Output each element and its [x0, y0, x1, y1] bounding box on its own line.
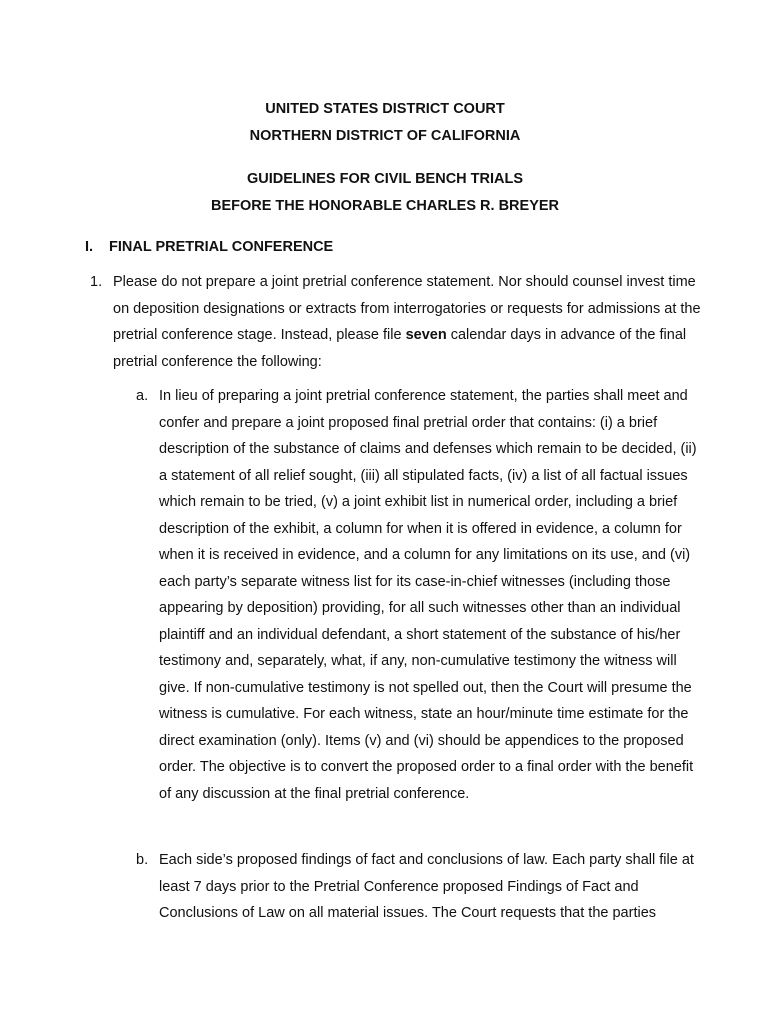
document-subtitle: BEFORE THE HONORABLE CHARLES R. BREYER [210, 198, 560, 214]
list-marker: b. [136, 852, 149, 868]
court-district: NORTHERN DISTRICT OF CALIFORNIA [249, 128, 521, 144]
section-heading [85, 238, 333, 256]
court-name: UNITED STATES DISTRICT COURT [265, 101, 505, 117]
paragraph-text: In lieu of preparing a joint pretrial conference statement, the parties shall meet and confer and prepare a joint proposed final pretrial order that contains: (i) a brief description of the substance of claims and defenses which remain to be decided, (ii) a statement of all relief sought, (iii) all stipulated facts, (iv) a list of all factual issues which remain to be tried, (v) a joint exhibit list in numerical order, including a brief description of the exhibit, a column for when it is offered in evidence, a column for when it is received in evidence, and a column for any limitations on its use, and (vi) each party’s separate witness list for its case-in-chief witnesses (including those appearing by deposition) providing, for all such witnesses other than an individual plaintiff and an individual defendant, a short statement of the substance of his/her testimony and, separately, what, if any, non-cumulative testimony the witness will give. If non-cumulative testimony is not spelled out, then the Court will presume the witness is cumulative. For each witness, state an hour/minute time estimate for the direct examination (only). Items (v) and (vi) should be appendices to the proposed order. The objective is to convert the proposed order to a final order with the benefit of any discussion at the final pretrial conference. [159, 388, 697, 802]
paragraph-text: Please do not prepare a joint pretrial conference statement. Nor should counsel invest time on deposition designations or extracts from interrogatories or requests for admissions at the pretrial conference stage. Instead, please file seven calendar days in advance of the final pretrial conference the following: [113, 274, 701, 370]
document-title: GUIDELINES FOR CIVIL BENCH TRIALS [246, 171, 524, 187]
list-marker: a. [136, 388, 149, 404]
list-item-1 [90, 269, 702, 375]
paragraph-text: Each side’s proposed findings of fact and conclusions of law. Each party shall file at least 7 days prior to the Pretrial Conference proposed Findings of Fact and Conclusions of Law on all material issues. The Court requests that the parties [159, 852, 694, 921]
list-item-b [136, 847, 702, 927]
section-title: FINAL PRETRIAL CONFERENCE [109, 239, 334, 255]
section-number: I. [85, 239, 94, 255]
emphasis-seven: seven [405, 327, 447, 343]
list-marker: 1. [90, 274, 103, 290]
list-item-a [136, 383, 702, 807]
